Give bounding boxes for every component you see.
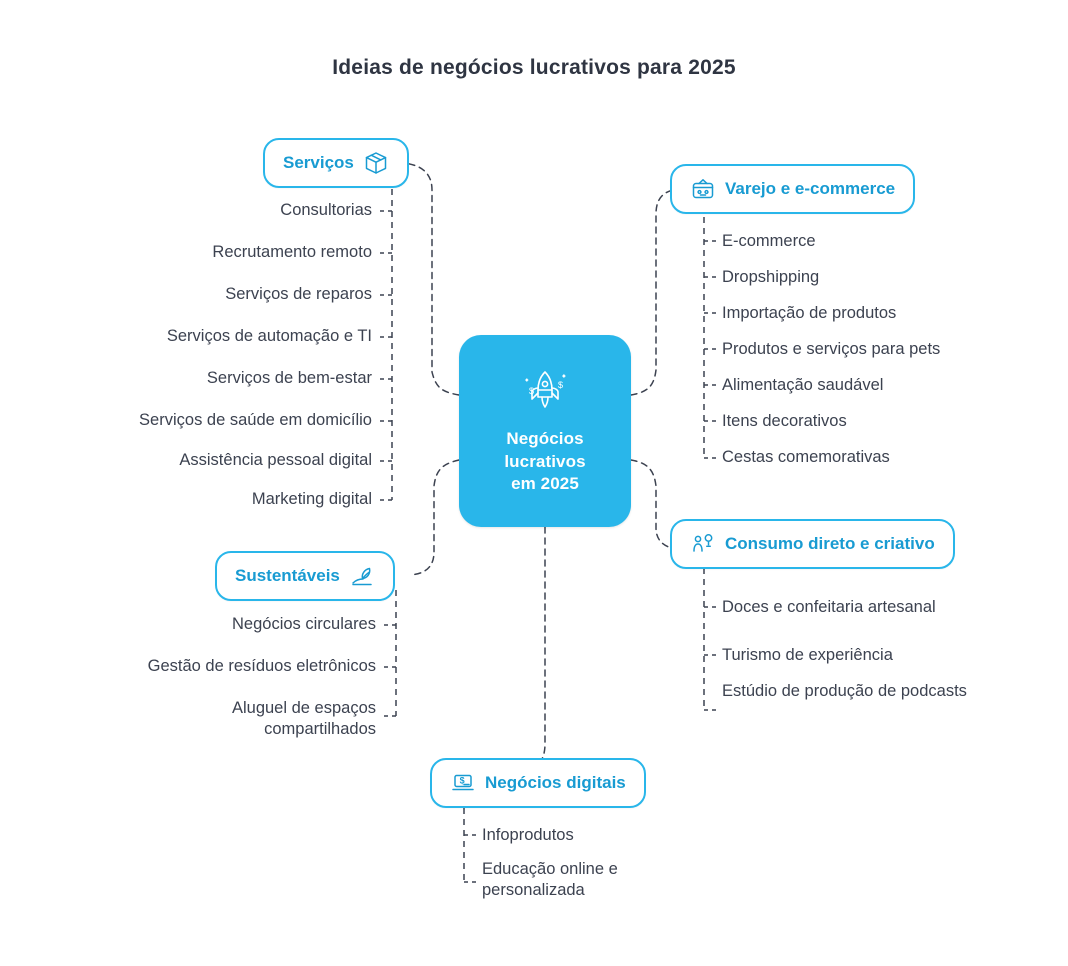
branch-node-servicos[interactable] [263,138,409,188]
branch-line-digitais [520,527,545,772]
people-idea-icon [690,531,716,557]
center-node[interactable] [459,335,631,527]
leaf-servicos-4: Serviços de automação e TI [166,327,372,345]
center-node-label [504,428,585,495]
leaf-consumo-2: Turismo de experiência [722,646,893,664]
leaf-sustentaveis-1: Negócios circulares [232,615,376,633]
branch-line-sustentaveis [410,460,459,575]
leaf-varejo-1: E-commerce [722,232,816,250]
leaf-sustentaveis-3: Aluguel de espaços compartilhados [231,699,376,738]
svg-text:$: $ [459,775,465,786]
storefront-icon [690,176,716,202]
svg-text:$: $ [529,386,535,397]
branch-label-sustentaveis: Sustentáveis [235,566,340,585]
rocket-money-icon [518,366,572,414]
leaf-varejo-4: Produtos e serviços para pets [722,340,941,358]
branch-label-varejo: Varejo e e-commerce [725,179,896,198]
svg-text:$: $ [558,380,564,391]
center-node-line-3: em 2025 [511,474,579,494]
leaf-servicos-1: Consultorias [280,201,372,219]
branch-node-consumo[interactable] [670,519,955,569]
leaf-servicos-6: Serviços de saúde em domicílio [139,411,372,429]
leaf-varejo-6: Itens decorativos [722,412,847,430]
center-node-line-1: Negócios [506,429,584,449]
leaf-hand-icon [349,563,375,589]
branch-label-consumo: Consumo direto e criativo [725,534,935,553]
branch-label-servicos: Serviços [283,153,354,172]
package-box-icon [363,150,389,176]
branch-line-varejo [631,189,680,395]
leaf-consumo-1: Doces e confeitaria artesanal [722,598,936,616]
leaf-servicos-5: Serviços de bem-estar [206,369,372,387]
page-title: Ideias de negócios lucrativos para 2025 [332,56,736,79]
leaf-varejo-5: Alimentação saudável [722,376,884,394]
leaf-servicos-8: Marketing digital [251,490,372,508]
branch-line-servicos [404,163,459,395]
leaf-servicos-7: Assistência pessoal digital [179,451,372,469]
laptop-money-icon [450,770,476,796]
center-node-line-2: lucrativos [504,451,586,471]
leaf-sustentaveis-2: Gestão de resíduos eletrônicos [147,657,376,675]
leaf-varejo-2: Dropshipping [722,268,820,286]
leaf-varejo-3: Importação de produtos [722,304,897,322]
branch-node-varejo[interactable] [670,164,915,214]
leaf-digitais-2: Educação online e personalizada [482,860,618,899]
leaf-digitais-1: Infoprodutos [482,826,574,844]
branch-node-digitais[interactable] [430,758,646,808]
branch-node-sustentaveis[interactable] [215,551,395,601]
leaf-varejo-7: Cestas comemorativas [722,448,890,466]
branch-label-digitais: Negócios digitais [485,773,626,792]
leaf-servicos-2: Recrutamento remoto [212,243,372,261]
leaf-servicos-3: Serviços de reparos [225,285,372,303]
leaf-consumo-3: Estúdio de produção de podcasts [722,682,967,700]
